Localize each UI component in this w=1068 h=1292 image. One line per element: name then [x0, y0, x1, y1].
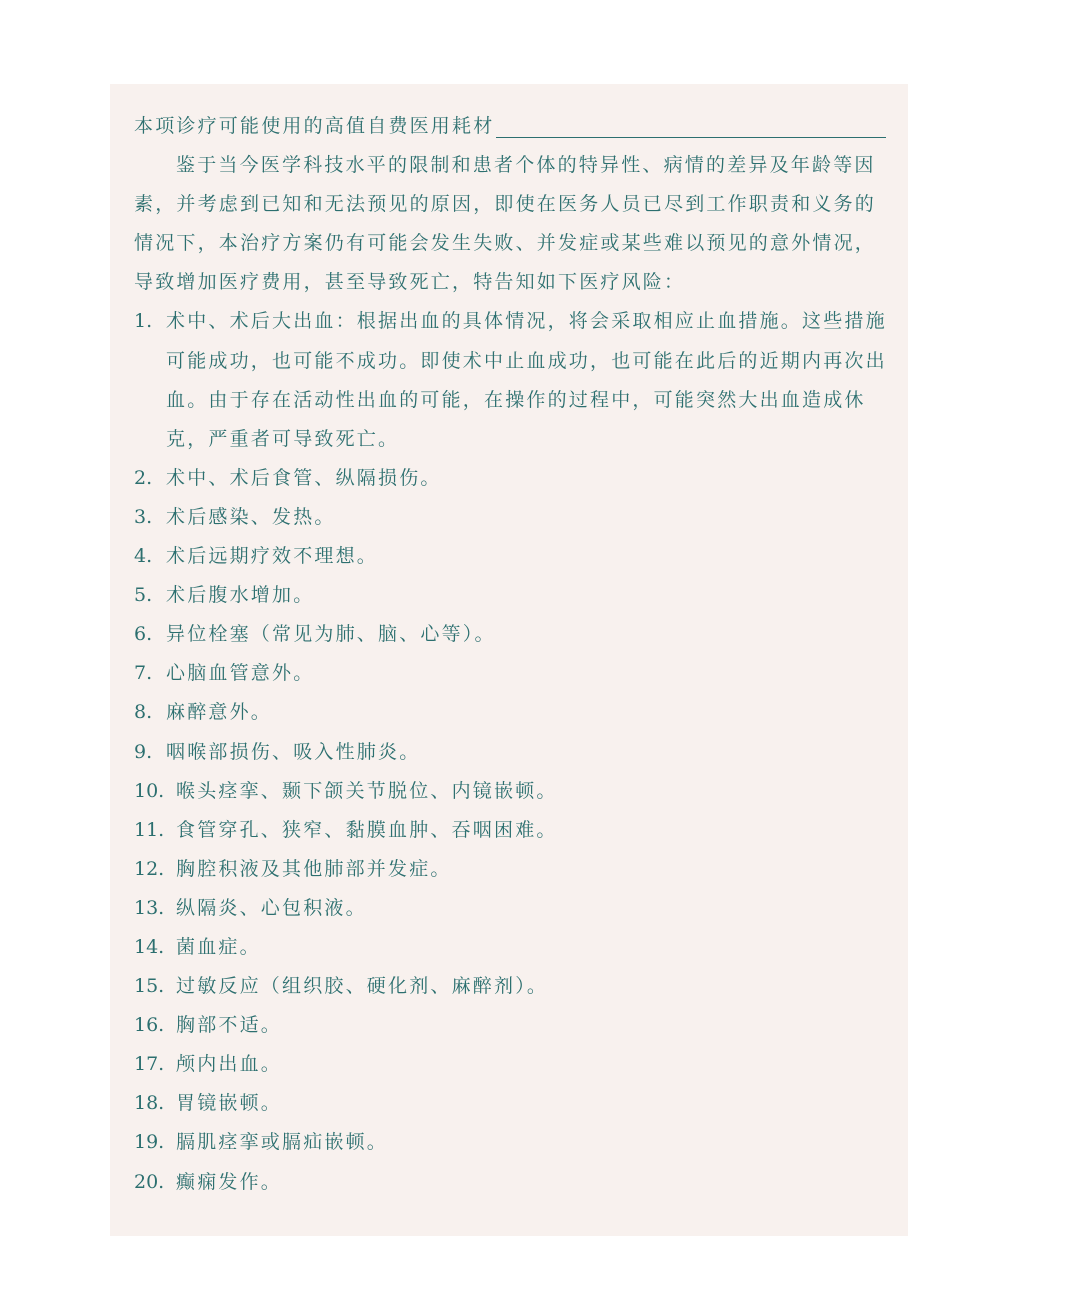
intro-line: 情况下，本治疗方案仍有可能会发生失败、并发症或某些难以预见的意外情况，: [134, 232, 877, 255]
intro-line: 素，并考虑到已知和无法预见的原因，即使在医务人员已尽到工作职责和义务的: [134, 193, 877, 216]
item-number: 9.: [134, 740, 153, 763]
item-text: 术中、术后大出血：根据出血的具体情况，将会采取相应止血措施。这些措施: [166, 310, 887, 333]
item-text: 癫痫发作。: [176, 1170, 283, 1193]
item-number: 13.: [134, 896, 165, 919]
title-label: 本项诊疗可能使用的高值自费医用耗材: [134, 115, 495, 137]
item-text: 术后远期疗效不理想。: [166, 545, 379, 568]
item-number: 17.: [134, 1053, 165, 1076]
item-text: 膈肌痉挛或膈疝嵌顿。: [176, 1131, 389, 1154]
item-text: 异位栓塞（常见为肺、脑、心等）。: [166, 623, 496, 646]
item-text: 术中、术后食管、纵隔损伤。: [166, 466, 442, 489]
item-number: 14.: [134, 935, 165, 958]
item-text: 可能成功，也可能不成功。即使术中止血成功，也可能在此后的近期内再次出: [166, 349, 887, 372]
item-number: 15.: [134, 975, 165, 998]
title-row: [134, 107, 886, 146]
item-number: 7.: [134, 662, 153, 685]
item-number: 20.: [134, 1170, 165, 1193]
risk-list: [134, 302, 886, 1201]
item-text: 术后腹水增加。: [166, 584, 315, 607]
item-number: 8.: [134, 701, 153, 724]
item-number: 6.: [134, 623, 153, 646]
list-item: [134, 1045, 886, 1084]
item-text: 过敏反应（组织胶、硬化剂、麻醉剂）。: [176, 975, 549, 998]
intro-paragraph: [134, 146, 886, 302]
item-text: 克，严重者可导致死亡。: [166, 427, 400, 450]
item-text: 心脑血管意外。: [166, 662, 315, 685]
item-text: 咽喉部损伤、吸入性肺炎。: [166, 740, 421, 763]
list-item: [134, 302, 886, 458]
list-item: [134, 1163, 886, 1202]
item-number: 12.: [134, 857, 165, 880]
item-text: 颅内出血。: [176, 1053, 283, 1076]
list-item: [134, 1084, 886, 1123]
item-number: 5.: [134, 584, 153, 607]
item-text: 喉头痉挛、颞下颌关节脱位、内镜嵌顿。: [176, 779, 558, 802]
list-item: [134, 537, 886, 576]
item-text: 胃镜嵌顿。: [176, 1092, 283, 1115]
list-item: [134, 967, 886, 1006]
list-item: [134, 654, 886, 693]
list-item: [134, 459, 886, 498]
list-item: [134, 1006, 886, 1045]
item-text: 胸部不适。: [176, 1014, 283, 1037]
item-number: 11.: [134, 818, 165, 841]
list-item: [134, 928, 886, 967]
item-text: 纵隔炎、心包积液。: [176, 896, 367, 919]
item-text: 麻醉意外。: [166, 701, 273, 724]
item-text: 菌血症。: [176, 935, 261, 958]
list-item: [134, 772, 886, 811]
title-blank-line: [496, 137, 886, 138]
list-item: [134, 498, 886, 537]
item-number: 19.: [134, 1131, 165, 1154]
intro-line: 鉴于当今医学科技水平的限制和患者个体的特异性、病情的差异及年龄等因: [176, 154, 876, 177]
list-item: [134, 693, 886, 732]
list-item: [134, 615, 886, 654]
item-number: 2.: [134, 466, 153, 489]
list-item: [134, 889, 886, 928]
item-number: 4.: [134, 545, 153, 568]
list-item: [134, 811, 886, 850]
item-text: 胸腔积液及其他肺部并发症。: [176, 857, 452, 880]
document-body: [134, 107, 886, 1202]
list-item: [134, 850, 886, 889]
list-item: [134, 733, 886, 772]
item-text: 术后感染、发热。: [166, 505, 336, 528]
list-item: [134, 576, 886, 615]
item-number: 18.: [134, 1092, 165, 1115]
item-number: 10.: [134, 779, 165, 802]
intro-line: 导致增加医疗费用，甚至导致死亡，特告知如下医疗风险：: [134, 271, 686, 294]
item-number: 3.: [134, 505, 153, 528]
item-number: 1.: [134, 310, 153, 333]
list-item: [134, 1123, 886, 1162]
item-text: 食管穿孔、狭窄、黏膜血肿、吞咽困难。: [176, 818, 558, 841]
item-text: 血。由于存在活动性出血的可能，在操作的过程中，可能突然大出血造成休: [166, 388, 866, 411]
item-number: 16.: [134, 1014, 165, 1037]
